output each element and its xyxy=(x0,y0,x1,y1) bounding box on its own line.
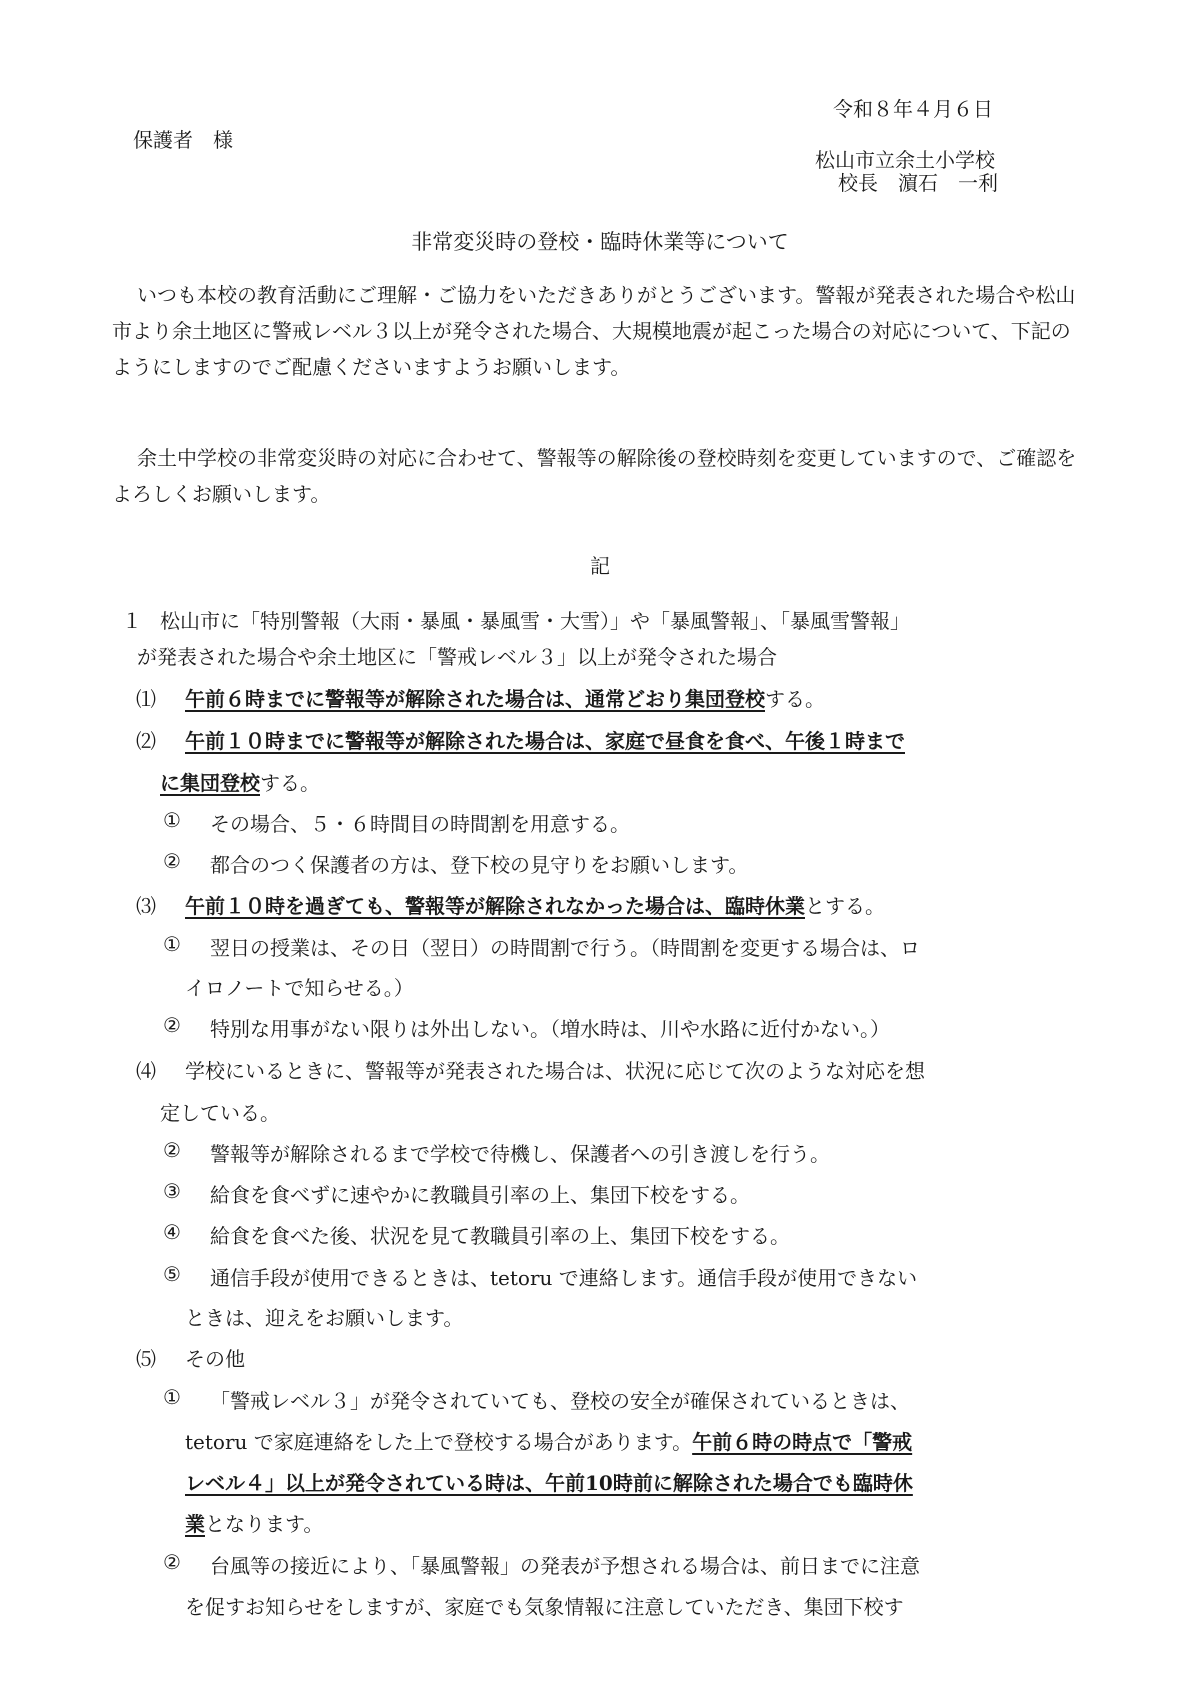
item-2-sub-2-number: ② xyxy=(163,849,181,873)
item-4-line2: 定している。 xyxy=(160,1101,280,1125)
item-2-line2 xyxy=(160,767,320,796)
item-5-sub-2-line2: を促すお知らせをしますが、家庭でも気象情報に注意していただき、集団下校す xyxy=(185,1595,904,1619)
item-3-sub-1-line1: 翌日の授業は、その日（翌日）の時間割で行う。（時間割を変更する場合は、ロ xyxy=(210,936,920,960)
item-5-sub-1-line4 xyxy=(185,1508,323,1537)
item-4-sub-1-number: ② xyxy=(163,1138,181,1162)
item-5-sub-1-line1: 「警戒レベル３」が発令されていても、登校の安全が確保されているときは、 xyxy=(210,1389,910,1413)
item-1-number: ⑴ xyxy=(136,687,156,711)
item-5-sub-1-emphasis-1: 午前６時の時点で「警戒 xyxy=(692,1430,913,1454)
issue-date: 令和８年４月６日 xyxy=(833,97,993,121)
item-5-sub-1-emphasis-2: レベル４」以上が発令されている時は、午前10時前に解除された場合でも臨時休 xyxy=(185,1471,913,1495)
item-4-sub-4-number: ⑤ xyxy=(163,1262,181,1286)
item-4-line1: 学校にいるときに、警報等が発表された場合は、状況に応じて次のような対応を想 xyxy=(185,1059,925,1083)
item-1-text xyxy=(185,683,825,712)
school-name: 松山市立余土小学校 xyxy=(815,148,995,172)
item-4-sub-2-text: 給食を食べずに速やかに教職員引率の上、集団下校をする。 xyxy=(210,1183,750,1207)
item-2-number: ⑵ xyxy=(136,729,156,753)
item-2-sub-1-text: その場合、５・６時間目の時間割を用意する。 xyxy=(210,812,630,836)
ki-heading: 記 xyxy=(590,554,610,578)
item-2-sub-1-number: ① xyxy=(163,808,181,832)
item-4-sub-3-number: ④ xyxy=(163,1220,181,1244)
item-5-number: ⑸ xyxy=(136,1347,156,1371)
intro-paragraph-2: 余土中学校の非常変災時の対応に合わせて、警報等の解除後の登校時刻を変更していますので、ご確認をよろしくお願いします。 xyxy=(112,446,1077,506)
item-1-tail: する。 xyxy=(765,687,825,711)
section-1-heading-line1: 松山市に「特別警報（大雨・暴風・暴風雪・大雪）」や「暴風警報」、「暴風雪警報」 xyxy=(160,609,910,633)
item-4-sub-4-line2: ときは、迎えをお願いします。 xyxy=(185,1306,464,1330)
item-4-number: ⑷ xyxy=(136,1059,156,1083)
item-5-sub-2-line1: 台風等の接近により、「暴風警報」の発表が予想される場合は、前日までに注意 xyxy=(210,1554,920,1578)
item-4-sub-1-text: 警報等が解除されるまで学校で待機し、保護者への引き渡しを行う。 xyxy=(210,1142,830,1166)
item-5-label: その他 xyxy=(185,1347,245,1371)
item-4-sub-3-text: 給食を食べた後、状況を見て教職員引率の上、集団下校をする。 xyxy=(210,1224,790,1248)
item-3-text xyxy=(185,890,885,919)
item-2-line1 xyxy=(185,725,905,754)
item-3-number: ⑶ xyxy=(136,894,156,918)
item-5-sub-1-line2-plain: tetoru で家庭連絡をした上で登校する場合があります。 xyxy=(185,1430,693,1454)
item-2-emphasis-2: に集団登校 xyxy=(160,771,260,795)
item-3-emphasis: 午前１０時を過ぎても、警報等が解除されなかった場合は、臨時休業 xyxy=(185,894,805,918)
item-2-tail: する。 xyxy=(260,771,320,795)
item-3-tail: とする。 xyxy=(805,894,885,918)
item-3-sub-1-number: ① xyxy=(163,932,181,956)
principal-name: 校長 濵石 一利 xyxy=(838,171,998,195)
document-title: 非常変災時の登校・臨時休業等について xyxy=(411,230,789,254)
item-3-sub-2-text: 特別な用事がない限りは外出しない。（増水時は、川や水路に近付かない。） xyxy=(210,1017,890,1041)
item-3-sub-1-line2: イロノートで知らせる。） xyxy=(185,976,414,1000)
item-5-sub-1-line3 xyxy=(185,1467,913,1496)
item-4-sub-4-line1: 通信手段が使用できるときは、tetoru で連絡します。通信手段が使用できない xyxy=(210,1266,918,1290)
item-5-sub-1-line2 xyxy=(185,1426,912,1455)
item-5-sub-1-number: ① xyxy=(163,1385,181,1409)
section-1-number: １ xyxy=(122,609,142,633)
item-2-sub-2-text: 都合のつく保護者の方は、登下校の見守りをお願いします。 xyxy=(210,853,749,877)
section-1-heading-line2: が発表された場合や余土地区に「警戒レベル３」以上が発令された場合 xyxy=(137,645,777,669)
item-5-sub-2-number: ② xyxy=(163,1550,181,1574)
item-5-sub-1-line4-tail: となります。 xyxy=(205,1512,324,1536)
item-3-sub-2-number: ② xyxy=(163,1013,181,1037)
item-2-emphasis-1: 午前１０時までに警報等が解除された場合は、家庭で昼食を食べ、午後１時まで xyxy=(185,729,905,753)
item-5-sub-1-emphasis-3: 業 xyxy=(185,1512,205,1536)
item-4-sub-2-number: ③ xyxy=(163,1179,181,1203)
intro-paragraph-1: いつも本校の教育活動にご理解・ご協力をいただきありがとうございます。警報が発表された場合や松山市より余土地区に警戒レベル３以上が発令された場合、大規模地震が起こった場合の対応について、下記のようにしますのでご配慮くださいますようお願いします。 xyxy=(112,283,1076,379)
item-1-emphasis: 午前６時までに警報等が解除された場合は、通常どおり集団登校 xyxy=(185,687,765,711)
recipient: 保護者 様 xyxy=(133,128,233,152)
